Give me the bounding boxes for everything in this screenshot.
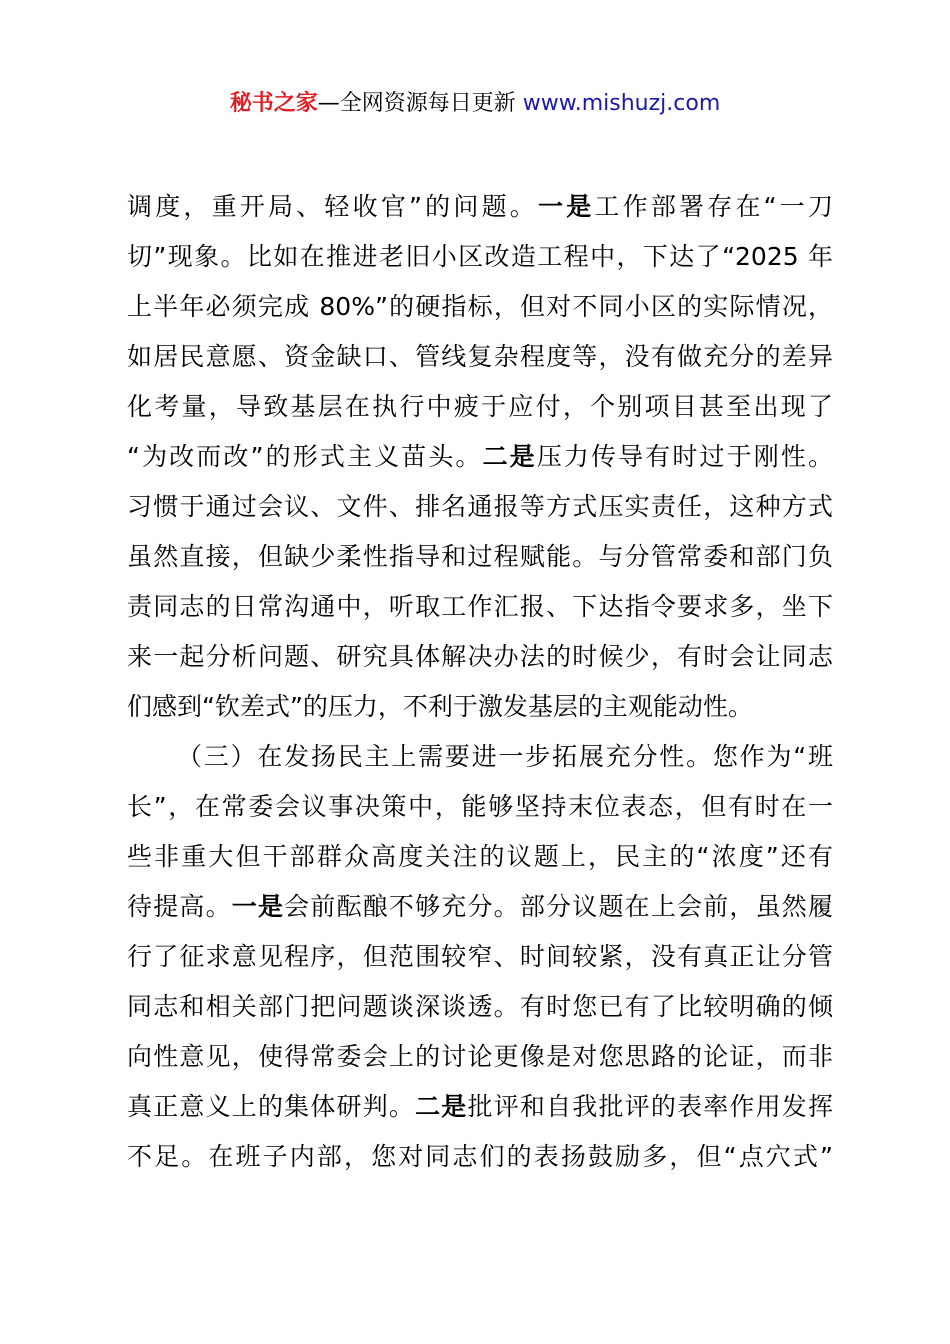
body-text: 如居民意愿、资金缺口、管线复杂程度等，没有做充分的差异 — [127, 342, 833, 371]
body-text: 上半年必须完成 80%”的硬指标，但对不同小区的实际情况， — [127, 292, 833, 321]
site-brand: 秘书之家 — [229, 91, 318, 116]
text-line — [127, 332, 833, 382]
site-header — [0, 88, 950, 120]
text-line — [127, 982, 833, 1032]
text-line — [127, 432, 833, 482]
body-text: 责同志的日常沟通中，听取工作汇报、下达指令要求多，坐下 — [127, 592, 833, 621]
text-line — [127, 882, 833, 932]
text-line — [127, 532, 833, 582]
body-text: 来一起分析问题、研究具体解决办法的时候少，有时会让同志 — [127, 642, 833, 671]
body-text: 虽然直接，但缺少柔性指导和过程赋能。与分管常委和部门负 — [127, 542, 833, 571]
text-line — [127, 1032, 833, 1082]
body-text: 工作部署存在“一刀 — [594, 192, 833, 221]
emphasis-text: 二是 — [415, 1092, 468, 1121]
text-line — [127, 382, 833, 432]
emphasis-text: 一是 — [538, 192, 595, 221]
body-text: 些非重大但干部群众高度关注的议题上，民主的“浓度”还有 — [127, 842, 833, 871]
text-line — [127, 1132, 833, 1182]
text-line — [127, 1082, 833, 1132]
body-text: 会前酝酿不够充分。部分议题在上会前，虽然履 — [284, 892, 833, 921]
document-body — [127, 182, 833, 1182]
body-text: 待提高。 — [127, 892, 232, 921]
site-tagline: —全网资源每日更新 — [317, 91, 523, 116]
body-text: 行了征求意见程序，但范围较窄、时间较紧，没有真正让分管 — [127, 942, 833, 971]
text-line — [127, 782, 833, 832]
body-text: 同志和相关部门把问题谈深谈透。有时您已有了比较明确的倾 — [127, 992, 833, 1021]
body-text: 习惯于通过会议、文件、排名通报等方式压实责任，这种方式 — [127, 492, 833, 521]
body-text: 不足。在班子内部，您对同志们的表扬鼓励多，但“点穴式” — [127, 1142, 833, 1171]
emphasis-text: 一是 — [231, 892, 285, 921]
emphasis-text: 二是 — [482, 442, 537, 471]
text-line — [127, 832, 833, 882]
body-text: 长”，在常委会议事决策中，能够坚持末位表态，但有时在一 — [127, 792, 833, 821]
text-line — [127, 482, 833, 532]
text-line — [127, 182, 833, 232]
body-text: 压力传导有时过于刚性。 — [536, 442, 833, 471]
text-line — [127, 582, 833, 632]
text-line — [127, 682, 833, 732]
text-line — [127, 732, 833, 782]
body-text: （三）在发扬民主上需要进一步拓展充分性。您作为“班 — [177, 742, 833, 771]
body-text: 真正意义上的集体研判。 — [127, 1092, 416, 1121]
text-line — [127, 632, 833, 682]
body-text: 调度，重开局、轻收官”的问题。 — [127, 192, 538, 221]
text-line — [127, 932, 833, 982]
text-line — [127, 282, 833, 332]
body-text: 批评和自我批评的表率作用发挥 — [467, 1092, 833, 1121]
body-text: 们感到“钦差式”的压力，不利于激发基层的主观能动性。 — [127, 692, 753, 721]
text-line — [127, 232, 833, 282]
body-text: “为改而改”的形式主义苗头。 — [127, 442, 483, 471]
site-url-link[interactable]: www.mishuzj.com — [522, 91, 721, 116]
body-text: 切”现象。比如在推进老旧小区改造工程中，下达了“2025 年 — [127, 242, 833, 271]
body-text: 向性意见，使得常委会上的讨论更像是对您思路的论证，而非 — [127, 1042, 833, 1071]
body-text: 化考量，导致基层在执行中疲于应付，个别项目甚至出现了 — [127, 392, 833, 421]
